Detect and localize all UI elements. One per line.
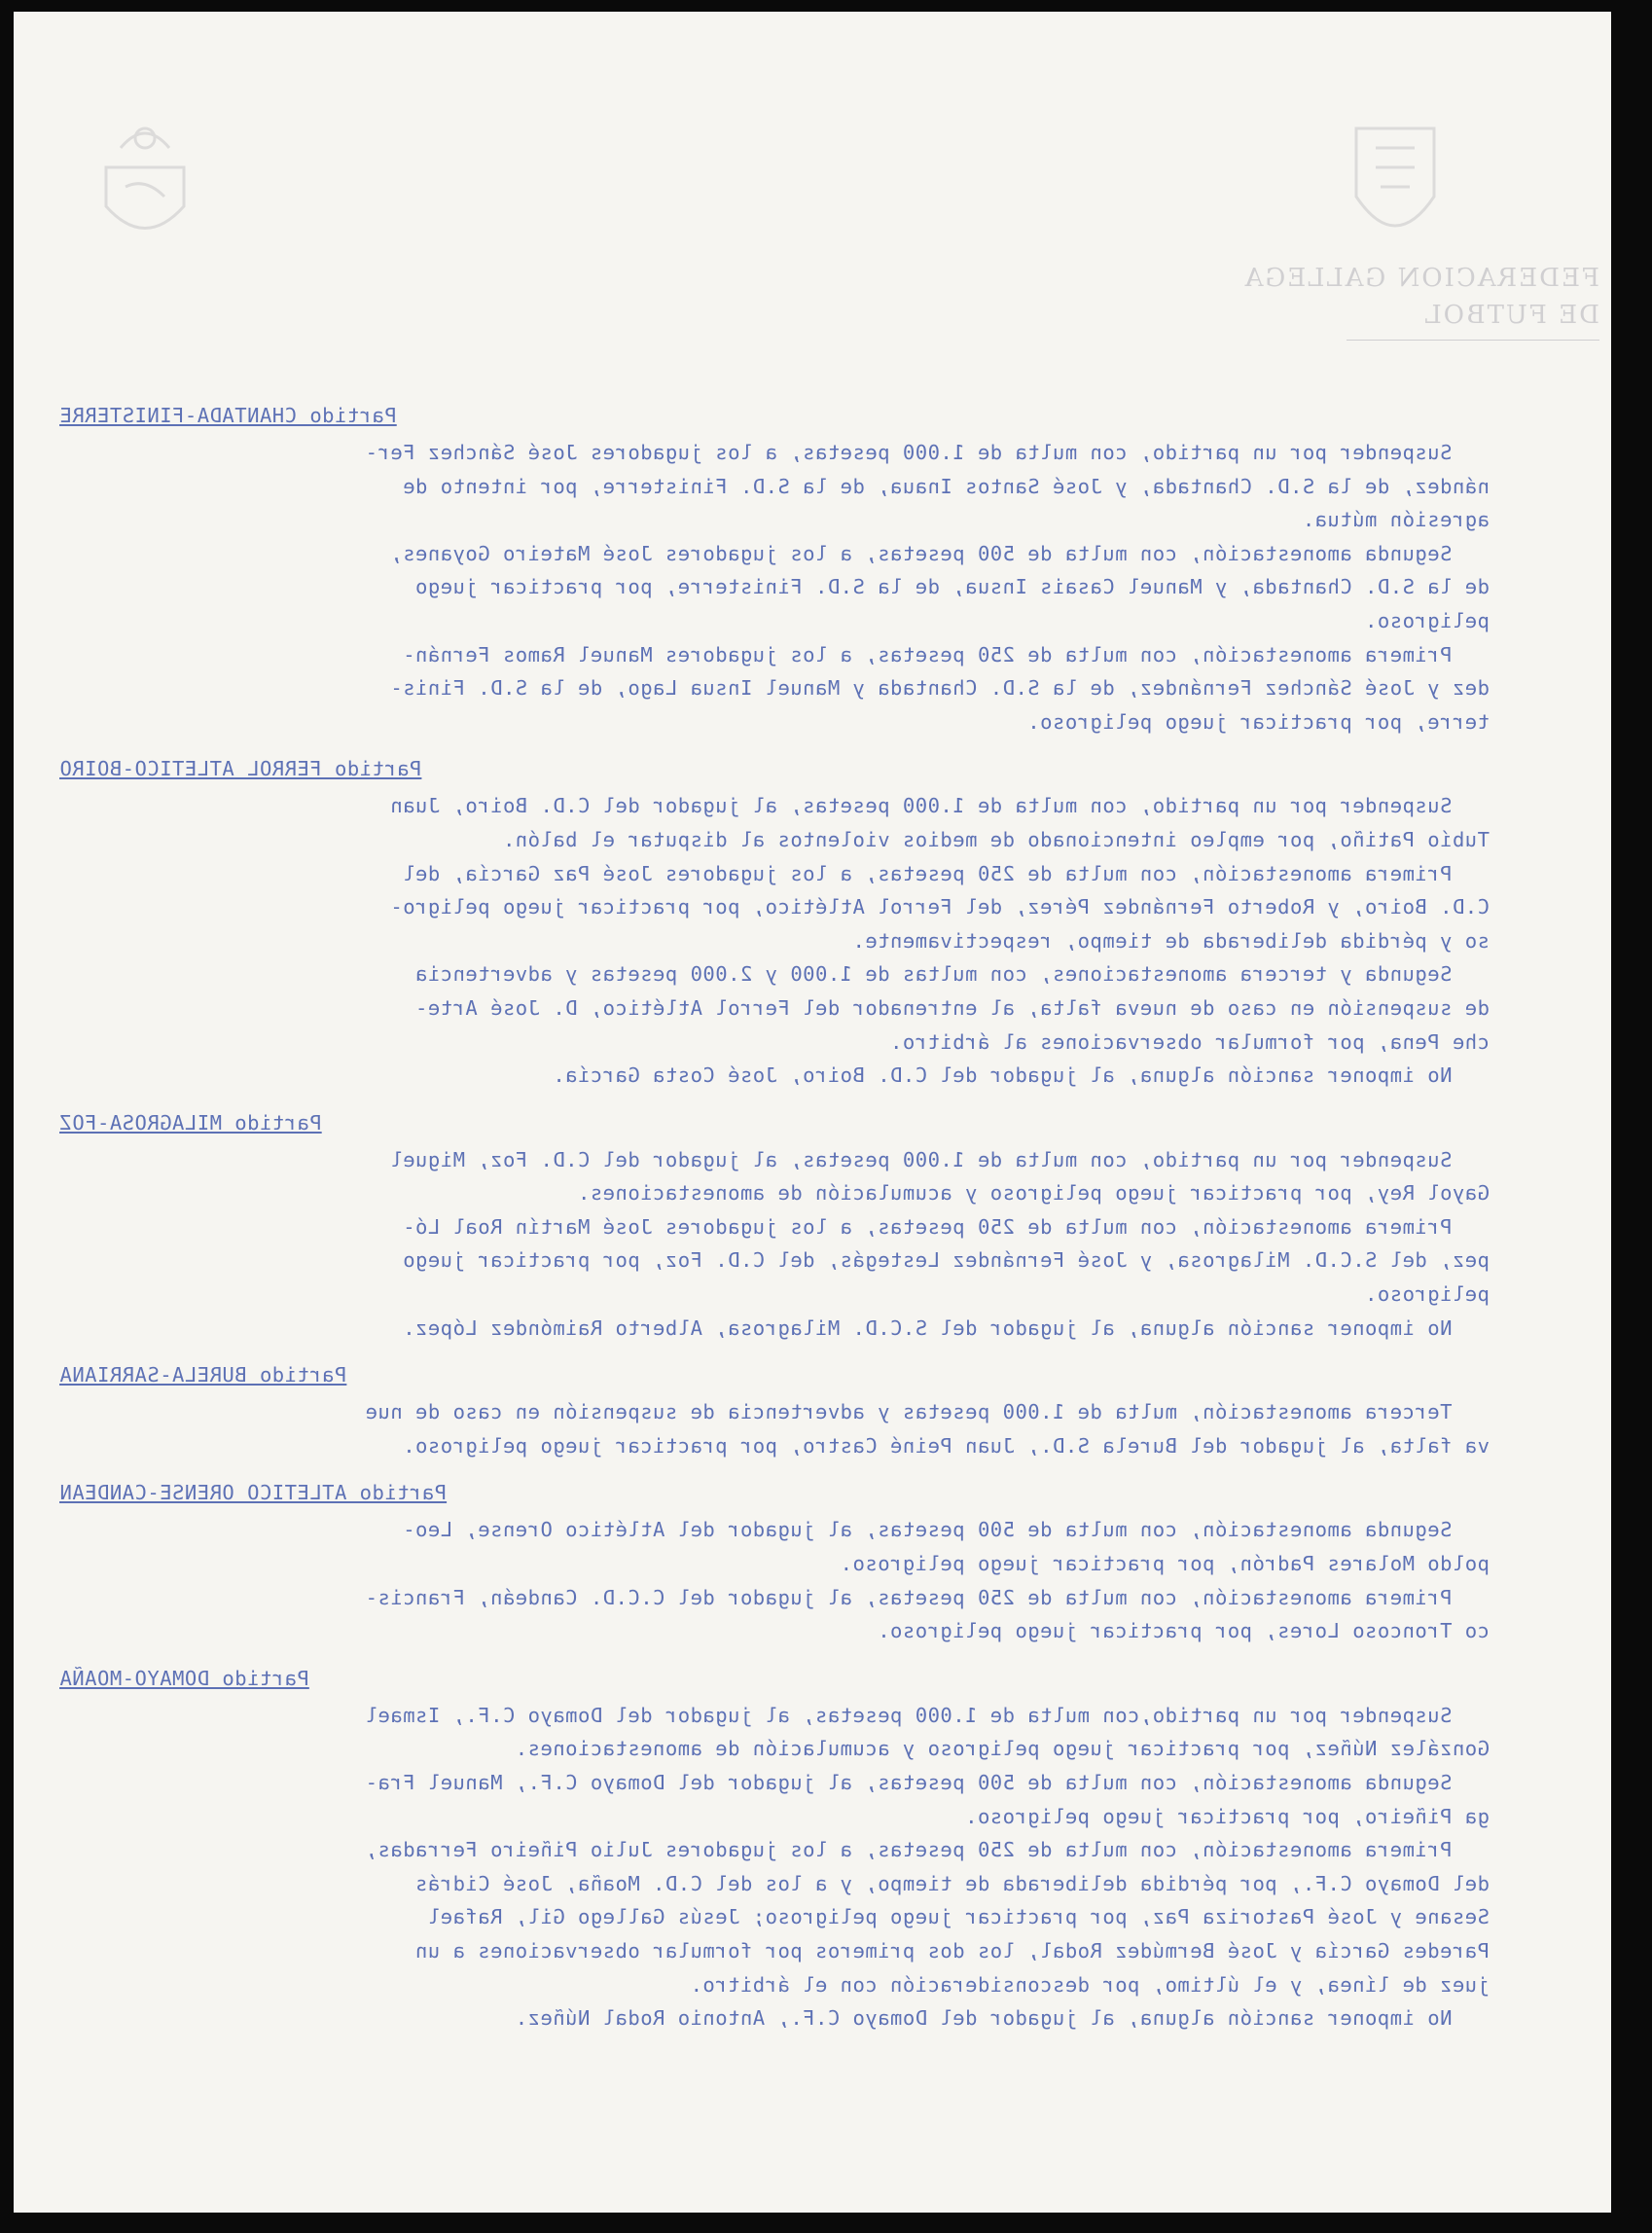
text-line: No imponer sanción alguna, al jugador del Domayo C.F., Antonio Rodal Núñez. bbox=[515, 2006, 1490, 2031]
text-line: No imponer sanción alguna, al jugador del S.C.D. Milagrosa, Alberto Raimóndez López. bbox=[402, 1315, 1490, 1340]
text-line: Segunda amonestación, con multa de 500 pesetas, al jugador del Atlético Orense, Leo- bbox=[402, 1518, 1490, 1542]
section-gap bbox=[59, 1648, 1490, 1662]
text-line: Segunda amonestación, con multa de 500 pesetas, a los jugadores José Mateiro Goyanes, bbox=[389, 541, 1490, 565]
text-line: Segunda amonestación, con multa de 500 pesetas, al jugador del Domayo C.F., Manuel Fra- bbox=[365, 1771, 1490, 1794]
text-line: peligroso. bbox=[1364, 1282, 1490, 1307]
text-line: Tubío Patiño, por empleo intencionado de medios violentos al disputar el balón. bbox=[502, 827, 1490, 851]
section-gap bbox=[59, 2035, 1490, 2049]
text-line: pez, del S.C.D. Milagrosa, y José Fernández Lestegás, del C.D. Foz, por practicar juego bbox=[402, 1248, 1490, 1273]
text-line: Suspender por un partido, con multa de 1.000 pesetas, al jugador del C.D. Foz, Miguel bbox=[389, 1147, 1490, 1171]
section-gap bbox=[59, 738, 1490, 752]
section-heading: Partido CHANTADA-FINISTERRE bbox=[59, 404, 397, 427]
text-line: dez y José Sánchez Fernández, de la S.D. Chantada y Manuel Insua Lago, de la S.D. Finis- bbox=[389, 676, 1490, 701]
text-line: peligroso. bbox=[1364, 608, 1490, 632]
text-line: Primera amonestación, con multa de 250 pesetas, al jugador del C.C.D. Candeán, Francis- bbox=[365, 1585, 1490, 1609]
section-heading: Partido DOMAYO-MOAÑA bbox=[59, 1666, 309, 1690]
text-line: del Domayo C.F., por pérdida deliberada de tiempo, y a los del C.D. Moaña, José Cidrás bbox=[414, 1871, 1490, 1895]
letterhead-line-1: FEDERACION GALLEGA bbox=[1242, 264, 1599, 293]
section-gap bbox=[59, 1462, 1490, 1476]
text-line: ga Piñeiro, por practicar juego peligroso. bbox=[964, 1804, 1490, 1828]
letterhead-line-2: DE FUTBOL bbox=[1422, 301, 1599, 330]
section-heading: Partido BURELA-SARRIANA bbox=[59, 1363, 347, 1387]
text-line: terre, por practicar juego peligroso. bbox=[1026, 709, 1490, 734]
text-line: Suspender por un partido, con multa de 1.000 pesetas, al jugador del C.D. Boiro, Juan bbox=[389, 794, 1490, 818]
section-gap bbox=[59, 1345, 1490, 1358]
document-page bbox=[14, 12, 1611, 2213]
text-line: de la S.D. Chantada, y Manuel Casais Insua, de la S.D. Finisterre, por practicar juego bbox=[414, 575, 1490, 599]
text-line: No imponer sanción alguna, al jugador del C.D. Boiro, José Costa García. bbox=[552, 1063, 1490, 1088]
mirrored-typewritten-text bbox=[14, 12, 1611, 2213]
section-heading: Partido FERROL ATLETICO-BOIRO bbox=[59, 757, 422, 781]
text-line: co Troncoso Lores, por practicar juego peligroso. bbox=[877, 1619, 1490, 1643]
text-line: Paredes García y José Bermúdez Rodal, los dos primeros por formular observaciones a un bbox=[414, 1938, 1490, 1963]
text-line: Suspender por un partido, con multa de 1.000 pesetas, a los jugadores José Sánchez Fer- bbox=[365, 441, 1490, 464]
text-line: de suspensión en caso de nueva falta, al entrenador del Ferrol Atlético, D. José Arte- bbox=[414, 995, 1490, 1020]
resolution-list bbox=[59, 399, 1490, 2049]
text-line: Primera amonestación, con multa de 250 pesetas, a los jugadores Manuel Ramos Fernán- bbox=[402, 642, 1490, 666]
text-line: Sesane y José Pastoriza Paz, por practicar juego peligroso; Jesús Gallego Gil, Rafael bbox=[427, 1905, 1490, 1929]
text-line: Primera amonestación, con multa de 250 pesetas, a los jugadores Julio Piñeiro Ferradas, bbox=[365, 1838, 1490, 1862]
text-line: nández, de la S.D. Chantada, y José Santos Inaua, de la S.D. Finisterre, por intento de bbox=[402, 474, 1490, 498]
section-gap bbox=[59, 1093, 1490, 1106]
text-line: poldo Molares Padrón, por practicar juego peligroso. bbox=[840, 1552, 1490, 1576]
text-line: Tercera amonestación, multa de 1.000 pesetas y advertencia de suspensión en caso de nue bbox=[365, 1400, 1490, 1424]
text-line: González Núñez, por practicar juego peligroso y acumulación de amonestaciones. bbox=[515, 1737, 1490, 1761]
text-line: Primera amonestación, con multa de 250 pesetas, a los jugadores José Paz García, del bbox=[402, 861, 1490, 885]
text-line: va falta, al jugador del Burela S.D., Juan Peiné Castro, por practicar juego peligroso. bbox=[402, 1433, 1490, 1458]
section-heading: Partido ATLETICO ORENSE-CANDEAN bbox=[59, 1481, 448, 1505]
text-line: Primera amonestación, con multa de 250 pesetas, a los jugadores José Martín Roal Ló- bbox=[402, 1214, 1490, 1239]
text-line: juez de línea, y el último, por desconsideración con el árbitro. bbox=[690, 1972, 1490, 1997]
text-line: so y pérdida deliberada de tiempo, respectivamente. bbox=[852, 928, 1490, 953]
text-line: Suspender por un partido,con multa de 1.000 pesetas, al jugador del Domayo C.F., Ismael bbox=[365, 1703, 1490, 1727]
section-heading: Partido MILAGROSA-FOZ bbox=[59, 1110, 322, 1135]
text-line: Gayol Rey, por practicar juego peligroso y acumulación de amonestaciones. bbox=[577, 1181, 1490, 1206]
text-line: Segunda y tercera amonestaciones, con multas de 1.000 y 2.000 pesetas y advertencia bbox=[414, 962, 1490, 987]
text-line: agresión mútua. bbox=[1302, 508, 1490, 532]
text-line: che Pena, por formular observaciones al árbitro. bbox=[889, 1029, 1490, 1054]
text-line: C.D. Boiro, y Roberto Fernández Pérez, del Ferrol Atlético, por practicar juego peligro- bbox=[389, 895, 1490, 919]
